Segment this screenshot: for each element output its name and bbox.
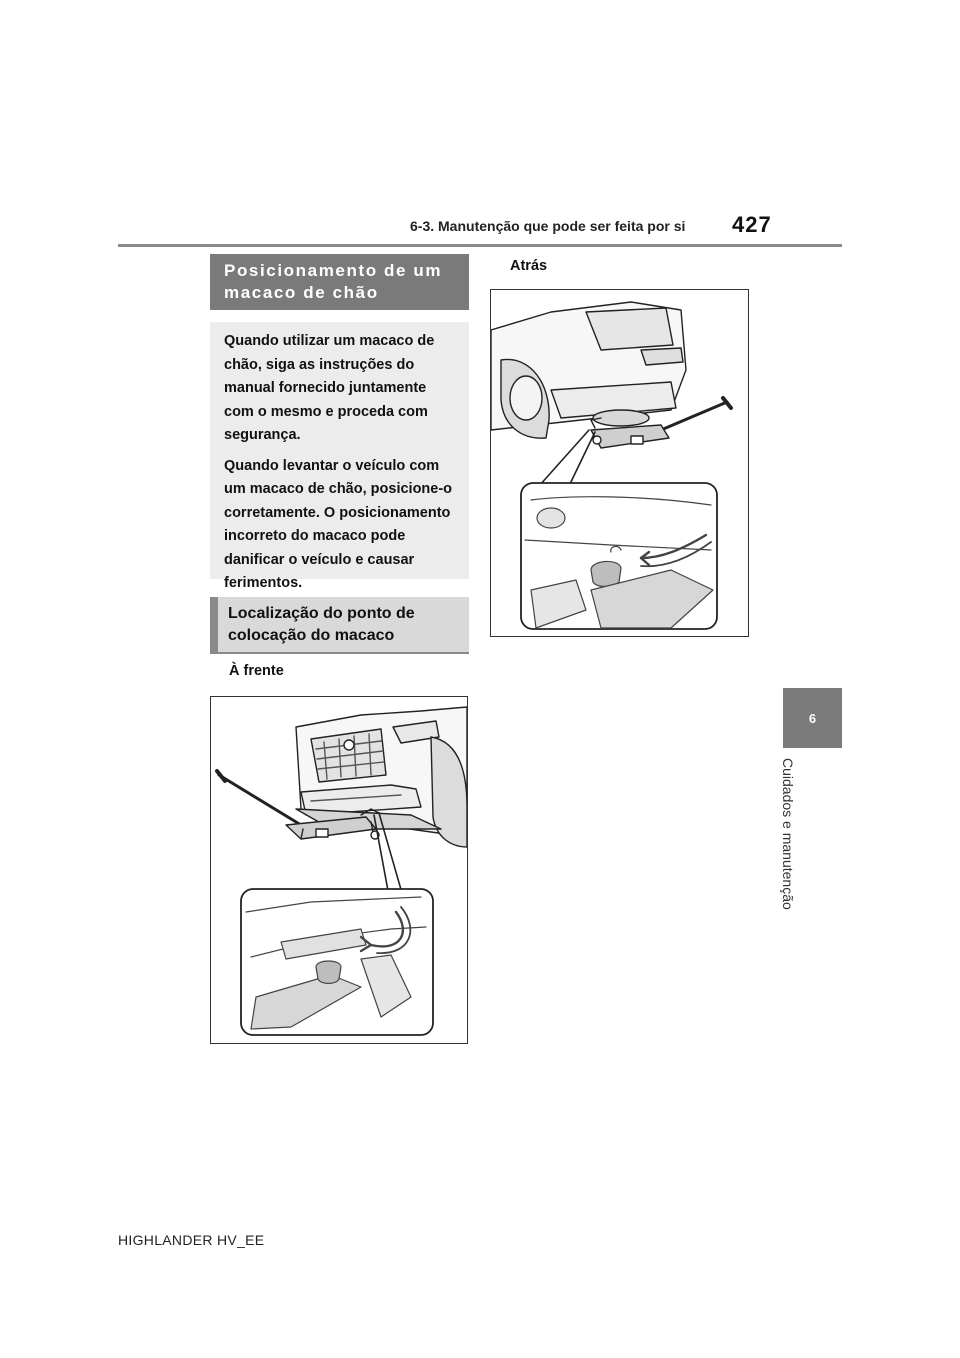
- chapter-title: [780, 758, 810, 928]
- page-number: 427: [732, 212, 772, 237]
- footer-model: HIGHLANDER HV_EE: [118, 1232, 265, 1248]
- heading-jack-location: Localização do ponto de colocação do macaco: [210, 597, 469, 654]
- intro-box: [210, 322, 469, 591]
- header-divider: [118, 244, 842, 247]
- chapter-title-text: Cuidados e manutenção: [780, 758, 796, 910]
- intro-paragraph-2: Quando levantar o veículo com um macaco de chão, posicione-o corretamente. O posicionamento incorreto do macaco pode danificar o veículo e causar ferimentos.: [224, 457, 453, 591]
- caption-front: À frente: [229, 663, 284, 679]
- chapter-tab[interactable]: [783, 688, 842, 748]
- section-title: 6-3. Manutenção que pode ser feita por si: [410, 218, 686, 234]
- heading-jack-positioning: Posicionamento de um macaco de chão: [210, 254, 469, 310]
- front-jack-illustration: [210, 696, 468, 1044]
- intro-paragraph-1: Quando utilizar um macaco de chão, siga as instruções do manual fornecido juntamente com o mesmo e proceda com segurança.: [224, 333, 435, 443]
- rear-jack-illustration: [490, 289, 749, 637]
- caption-rear: Atrás: [510, 258, 548, 274]
- chapter-number: 6: [808, 710, 817, 726]
